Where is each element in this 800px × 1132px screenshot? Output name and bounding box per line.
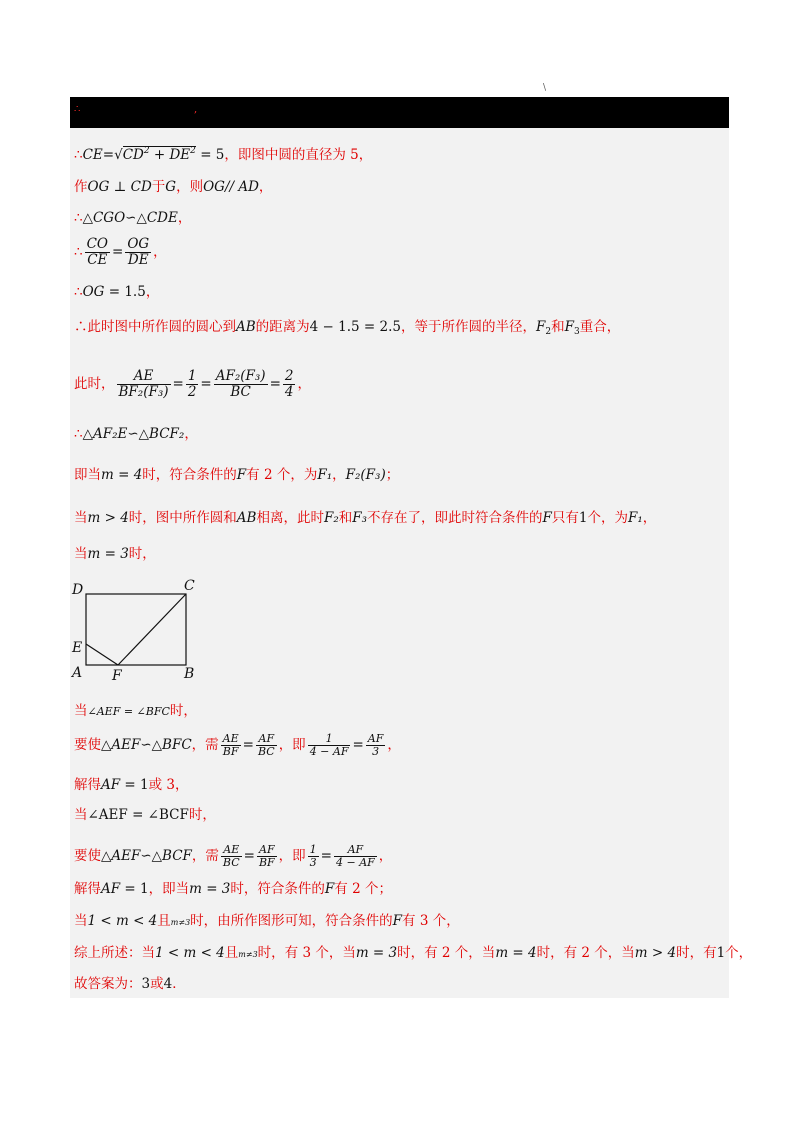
segment-fc (118, 594, 186, 665)
label-a: A (72, 665, 83, 681)
line-6: ∴此时图中所作圆的圆心到AB的距离为4 − 1.5 = 2.5，等于所作圆的半径，$F_2$和$F_3$重合， (74, 319, 621, 337)
header-dots-left: ∴ (74, 104, 81, 115)
redacted-header-bar (70, 97, 729, 128)
line-15: 当∠AEF = ∠BCF时， (74, 807, 216, 823)
line-12: 当∠AEF = ∠BFC时， (74, 703, 197, 719)
line-18: 当1 < m < 4且m≠3时，由所作图形可知，符合条件的F有 3 个， (74, 913, 460, 929)
label-f: F (112, 668, 122, 684)
line-17: 解得AF = 1，即当m = 3时，符合条件的F有 2 个； (74, 881, 392, 897)
corner-tick-mark: \ (543, 83, 547, 93)
line-13: 要使△AEF∽△BFC，需 $\frac{AE}{BF}$ = $\frac{AF}{BC}$ ，即 $\frac{1}{4 - AF}$ = $\frac{AF}{3}$ ， (74, 732, 401, 758)
line-8: ∴△AF₂E∽△BCF₂， (74, 426, 198, 442)
line-9: 即当m = 4时，符合条件的F有 2 个，为F₁，F₂(F₃)； (74, 467, 400, 483)
line-10: 当m > 4时，图中所作圆和AB相离，此时F₂和F₃不存在了，即此时符合条件的F只有1个，为F₁， (74, 510, 657, 526)
label-c: C (184, 578, 195, 594)
fraction-og-de: $\frac{OG}{DE}$ (127, 236, 150, 268)
line-1: $\therefore CE=√CD^2 + DE^2 = 5$，即图中圆的直径为 5， (74, 146, 373, 163)
line-4: ∴ $\frac{CO}{CE}$ = $\frac{OG}{DE}$ ， (74, 236, 167, 268)
line-16: 要使△AEF∽△BCF，需 $\frac{AE}{BC}$ = $\frac{AF}{BF}$ ，即 $\frac{1}{3}$ = $\frac{AF}{4 - AF}$ ， (74, 843, 393, 869)
line-3: ∴△CGO∽△CDE， (74, 210, 192, 226)
segment-ef (86, 644, 118, 665)
line-19: 综上所述：当1 < m < 4且m≠3时，有 3 个，当m = 3时，有 2 个，当m = 4时，有 2 个，当m > 4时，有1个， (74, 945, 753, 961)
rectangle-figure (68, 576, 208, 686)
header-dots-right: , (194, 104, 198, 115)
line-20: 故答案为：3或4． (74, 976, 186, 992)
line-14: 解得AF = 1或 3， (74, 777, 189, 793)
label-d: D (72, 582, 84, 598)
line-11: 当m = 3时， (74, 546, 156, 562)
line-7: 此时， $\frac{AE}{\text{BF₂(F₃)}}$ = $\frac{1}{2}$ = $\frac{\text{AF₂(F₃)}}{BC}$ = $\frac{2}{4}$ ， (74, 368, 311, 400)
label-b: B (184, 666, 195, 682)
line-2: 作OG ⊥ CD于G，则OG// AD， (74, 179, 273, 195)
fraction-co-ce: $\frac{CO}{CE}$ (86, 236, 108, 268)
line-5: ∴OG = 1.5， (74, 284, 160, 300)
label-e: E (72, 640, 83, 656)
